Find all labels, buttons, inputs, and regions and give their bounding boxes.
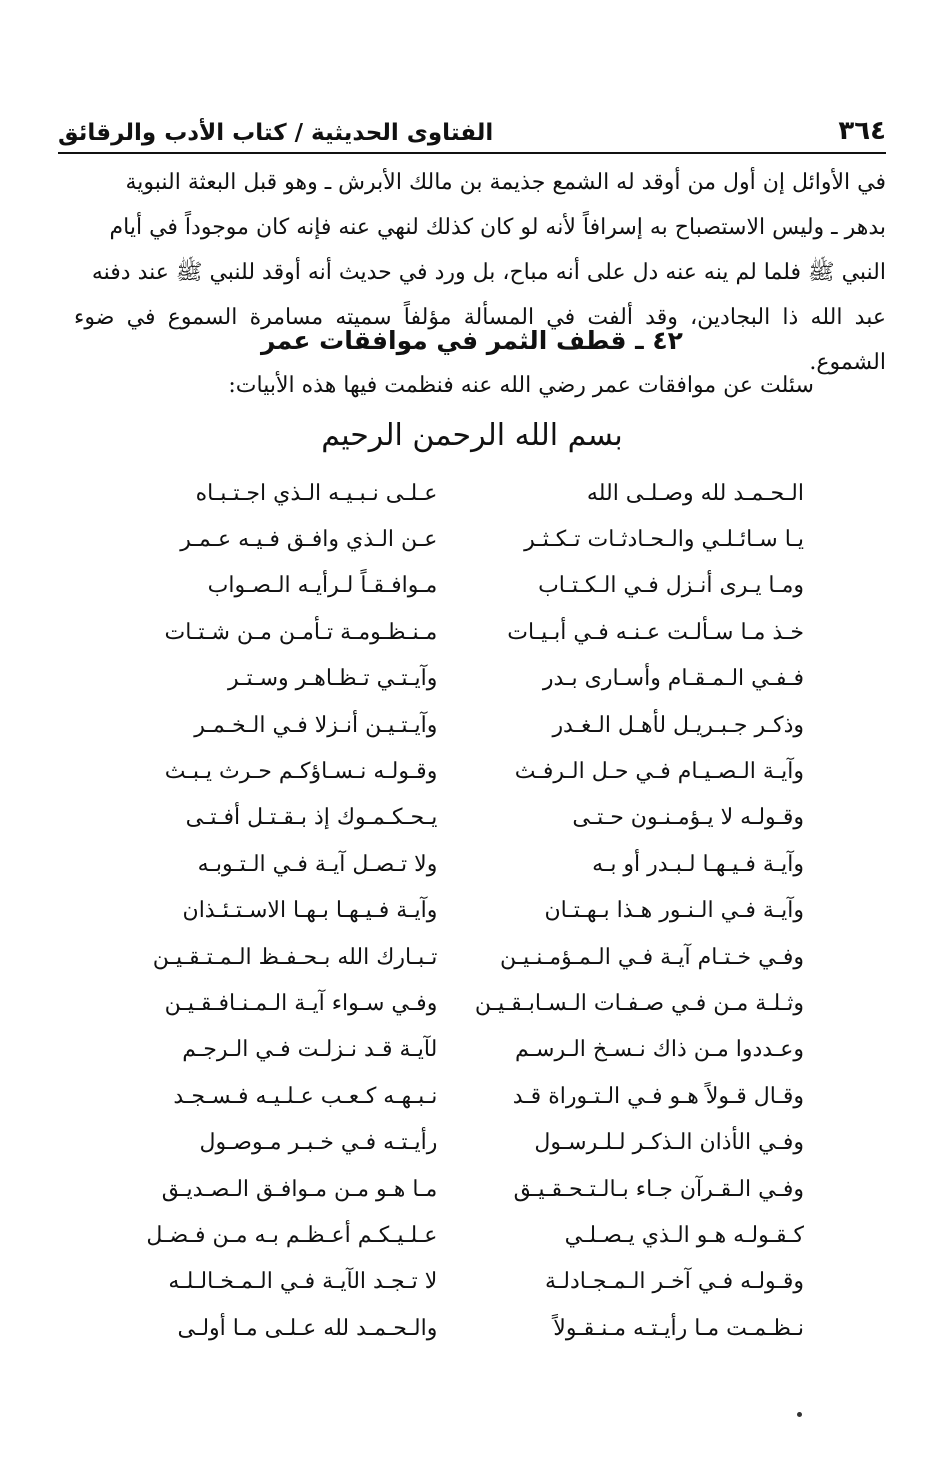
verse-second-hemistich: نـبـهـه كـعـب عـلـيـه فـسـجـد xyxy=(173,1083,438,1109)
running-title: الفتاوى الحديثية / كتاب الأدب والرقائق xyxy=(58,120,494,146)
page-number: ٣٦٤ xyxy=(838,116,886,146)
verse-first-hemistich: وفـي الأذان الـذكـر لـلـرسـول xyxy=(534,1130,804,1156)
poem-verse xyxy=(125,748,804,794)
verse-first-hemistich: وعـددوا مـن ذاك نـسـخ الـرسـم xyxy=(514,1037,804,1063)
verse-second-hemistich: مـوافـقـاً لـرأيـه الـصـواب xyxy=(207,573,438,599)
verse-second-hemistich: عـلـى نـبـيـه الـذي اجـتـبـاه xyxy=(195,480,438,506)
poem-verse xyxy=(125,1212,804,1258)
verse-second-hemistich: ولا تـصـل آيـة فـي الـتـوبـه xyxy=(197,851,438,877)
verse-first-hemistich: وقـولـه فـي آخـر الـمـجـادلـة xyxy=(545,1269,804,1295)
poem-verse xyxy=(125,516,804,562)
verse-second-hemistich: والـحـمـد لله عـلـى مـا أولـى xyxy=(177,1315,438,1341)
verse-first-hemistich: وثـلـة مـن فـي صـفـات الـسـابـقـيـن xyxy=(474,990,804,1016)
intro-line: في الأوائل إن أول من أوقد له الشمع جذيمة بن مالك الأبرش ـ وهو قبل البعثة النبوية xyxy=(125,170,886,195)
verse-second-hemistich: عـلـيـكـم أعـظـم بـه مـن فـضـل xyxy=(146,1222,438,1248)
verse-first-hemistich: وقـولـه لا يـؤمـنـون حـتـى xyxy=(572,805,804,831)
verse-second-hemistich: وآيـتـيـن أنـزلا فـي الـخـمـر xyxy=(194,712,438,738)
section-lead: سئلت عن موافقات عمر رضي الله عنه فنظمت فيها هذه الأبيات: xyxy=(228,373,814,398)
stray-mark xyxy=(797,1412,802,1417)
intro-line: عبد الله ذا البجادين، وقد ألفت في المسألة مؤلفاً سميته مسامرة السموع في ضوء الشموع. xyxy=(74,305,886,375)
verse-first-hemistich: ومـا يـرى أنـزل فـي الـكـتـاب xyxy=(538,573,804,599)
verse-second-hemistich: لا تـجـد الآيـة فـي الـمـخـالـلـه xyxy=(168,1269,438,1295)
verse-second-hemistich: رأيـتـه فـي خـبـر مـوصـول xyxy=(199,1130,438,1156)
verse-second-hemistich: وآيـة فـيـهـا بـهـا الاسـتـئـذان xyxy=(182,898,438,924)
verse-first-hemistich: كـقـولـه هـو الـذي يـصـلـي xyxy=(564,1222,804,1248)
verse-second-hemistich: عـن الـذي وافـق فـيـه عـمـر xyxy=(180,527,438,553)
poem-verse xyxy=(125,888,804,934)
verse-second-hemistich: تـبـارك الله بـحـفـظ الـمـتـقـيـن xyxy=(152,944,438,970)
poem-verse xyxy=(125,1073,804,1119)
poem-verse xyxy=(125,1259,804,1305)
verse-second-hemistich: وآيـتـي تـظـاهـر وسـتـر xyxy=(227,666,438,692)
verse-first-hemistich: وفـي الـقـرآن جـاء بـالـتـحـقـيـق xyxy=(513,1176,804,1202)
poem-verse xyxy=(125,1027,804,1073)
poem-verse xyxy=(125,1119,804,1165)
verse-second-hemistich: مـا هـو مـن مـوافـق الـصـديـق xyxy=(161,1176,438,1202)
verse-first-hemistich: وفـي خـتـام آيـة فـي الـمـؤمـنـيـن xyxy=(499,944,804,970)
verse-second-hemistich: لآيـة قـد نـزلـت فـي الـرجـم xyxy=(182,1037,438,1063)
poem-verse xyxy=(125,470,804,516)
verse-second-hemistich: وقـولـه نـسـاؤكـم حـرث يـبـث xyxy=(164,759,438,785)
poem-verse xyxy=(125,563,804,609)
verse-first-hemistich: فـفـي الـمـقـام وأسـارى بـدر xyxy=(542,666,804,692)
basmala: بسم الله الرحمن الرحيم xyxy=(321,418,623,453)
poem-verse xyxy=(125,609,804,655)
poem-verse xyxy=(125,795,804,841)
poem-verse xyxy=(125,841,804,887)
intro-line: النبي ﷺ فلما لم ينه عنه دل على أنه مباح، بل ورد في حديث أنه أوقد للنبي ﷺ عند دفنه xyxy=(91,260,886,285)
verse-second-hemistich: مـنـظـومـة تـأمـن مـن شـتـات xyxy=(164,619,438,645)
verse-second-hemistich: يـحـكـمـوك إذ بـقـتـل أفـتـى xyxy=(185,805,438,831)
verse-first-hemistich: وقـال قـولاً هـو فـي الـتـوراة قـد xyxy=(512,1083,804,1109)
poem-verse xyxy=(125,934,804,980)
poem-verse xyxy=(125,980,804,1026)
verse-first-hemistich: يـا سـائـلـي والـحـادثـات تـكـثـر xyxy=(524,527,804,553)
verse-first-hemistich: نـظـمـت مـا رأيـتـه مـنـقـولاً xyxy=(553,1315,804,1341)
section-title: ٤٢ ـ قطف الثمر في موافقات عمر xyxy=(261,326,683,355)
poem-verse xyxy=(125,1305,804,1351)
verse-first-hemistich: وآيـة فـي الـنـور هـذا بـهـتـان xyxy=(544,898,804,924)
intro-line: بدهر ـ وليس الاستصباح به إسرافاً لأنه لو كان كذلك لنهي عنه فإنه كان موجوداً في أيام xyxy=(109,215,886,240)
verse-first-hemistich: خـذ مـا سـألـت عـنـه فـي أبـيـات xyxy=(507,619,804,645)
poem-verse xyxy=(125,1166,804,1212)
page-header xyxy=(58,108,886,154)
verse-first-hemistich: الـحـمـد لله وصـلـى الله xyxy=(586,480,804,506)
poem xyxy=(125,470,804,1351)
poem-verse xyxy=(125,702,804,748)
verse-first-hemistich: وآيـة فـيـهـا لـبـدر أو بـه xyxy=(592,851,804,877)
verse-first-hemistich: وآيـة الـصـيـام فـي حـل الـرفـث xyxy=(514,759,804,785)
poem-verse xyxy=(125,656,804,702)
verse-second-hemistich: وفـي سـواء آيـة الـمـنـافـقـيـن xyxy=(164,990,438,1016)
verse-first-hemistich: وذكـر جـبـريـل لأهـل الـغـدر xyxy=(552,712,804,738)
